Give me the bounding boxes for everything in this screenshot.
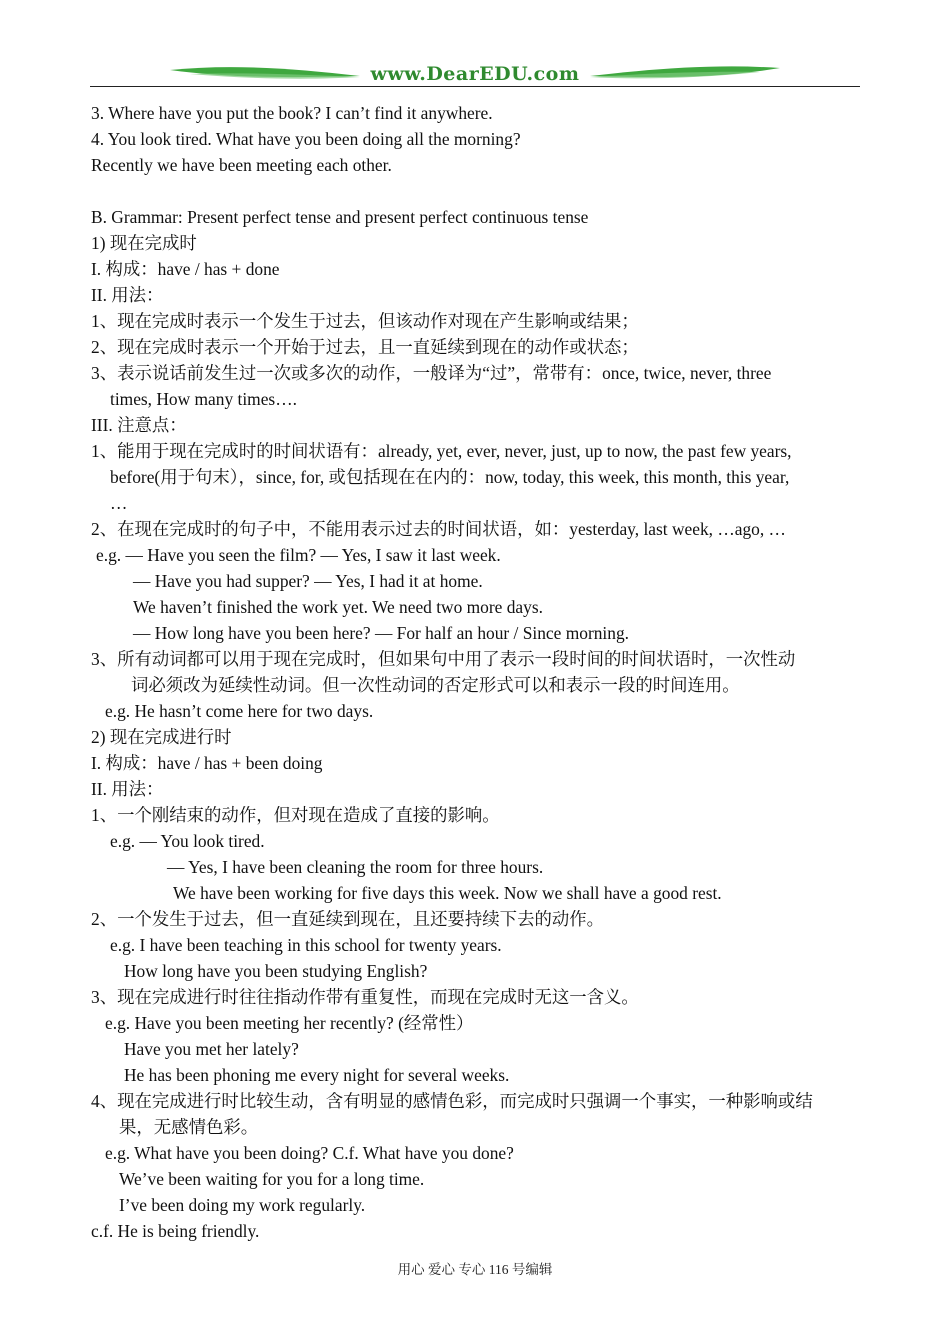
subsection-heading: 1) 现在完成时 [91, 233, 197, 253]
example-line: e.g. Have you been meeting her recently? (经常性） [105, 1013, 474, 1033]
text-line: 1、能用于现在完成时的时间状语有：already, yet, ever, never, just, up to now, the past few years, [91, 441, 792, 461]
text-line: I. 构成：have / has + done [91, 259, 280, 279]
example-line: We have been working for five days this week. Now we shall have a good rest. [173, 883, 722, 903]
text-line: 4、现在完成进行时比较生动，含有明显的感情色彩，而完成时只强调一个事实，一种影响或结 [91, 1091, 813, 1111]
subsection-heading: 2) 现在完成进行时 [91, 727, 232, 747]
text-line: 1、现在完成时表示一个发生于过去，但该动作对现在产生影响或结果； [91, 311, 639, 331]
text-line: 3. Where have you put the book? I can’t find it anywhere. [91, 103, 493, 123]
text-line: … [110, 493, 128, 513]
text-line: III. 注意点： [91, 415, 187, 435]
example-line: — Have you had supper? — Yes, I had it at home. [133, 571, 483, 591]
example-line: — Yes, I have been cleaning the room for three hours. [167, 857, 544, 877]
text-line: 4. You look tired. What have you been doing all the morning? [91, 129, 521, 149]
example-line: e.g. I have been teaching in this school for twenty years. [110, 935, 502, 955]
text-line: 2、在现在完成时的句子中，不能用表示过去的时间状语，如：yesterday, last week, …ago, … [91, 519, 786, 539]
text-line: 2、现在完成时表示一个开始于过去，且一直延续到现在的动作或状态； [91, 337, 639, 357]
text-line: II. 用法： [91, 285, 164, 305]
header-rule [90, 86, 860, 87]
text-line: 词必须改为延续性动词。但一次性动词的否定形式可以和表示一段的时间连用。 [131, 675, 740, 695]
page-header [90, 62, 860, 90]
blank-line [91, 178, 861, 204]
example-line: How long have you been studying English? [124, 961, 428, 981]
text-line: II. 用法： [91, 779, 164, 799]
page-footer: 用心 爱心 专心 116 号编辑 [397, 1262, 553, 1277]
text-line: 3、所有动词都可以用于现在完成时，但如果句中用了表示一段时间的时间状语时，一次性动 [91, 649, 796, 669]
text-line: 2、一个发生于过去，但一直延续到现在，且还要持续下去的动作。 [91, 909, 605, 929]
example-line: He has been phoning me every night for several weeks. [124, 1065, 510, 1085]
document-body [91, 100, 861, 1244]
example-line: e.g. What have you been doing? C.f. What have you done? [105, 1143, 514, 1163]
text-line: 3、现在完成进行时往往指动作带有重复性，而现在完成时无这一含义。 [91, 987, 639, 1007]
example-line: I’ve been doing my work regularly. [119, 1195, 366, 1215]
example-line: We haven’t finished the work yet. We need two more days. [133, 597, 543, 617]
example-line: e.g. — You look tired. [110, 831, 265, 851]
text-line: I. 构成：have / has + been doing [91, 753, 323, 773]
section-heading: B. Grammar: Present perfect tense and present perfect continuous tense [91, 207, 589, 227]
text-line: times, How many times…. [110, 389, 297, 409]
example-line: We’ve been waiting for you for a long time. [119, 1169, 425, 1189]
text-line: before(用于句末），since, for, 或包括现在在内的：now, today, this week, this month, this year, [110, 467, 790, 487]
text-line: Recently we have been meeting each other. [91, 155, 392, 175]
text-line: 3、表示说话前发生过一次或多次的动作，一般译为“过”，常带有：once, twice, never, three [91, 363, 772, 383]
example-line: — How long have you been here? — For half an hour / Since morning. [133, 623, 629, 643]
example-line: e.g. — Have you seen the film? — Yes, I saw it last week. [96, 545, 501, 565]
site-logo-text: www.DearEDU.com [370, 63, 580, 85]
example-line: e.g. He hasn’t come here for two days. [105, 701, 374, 721]
text-line: 果，无感情色彩。 [119, 1117, 259, 1137]
example-line: Have you met her lately? [124, 1039, 299, 1059]
text-line: c.f. He is being friendly. [91, 1221, 260, 1241]
text-line: 1、一个刚结束的动作，但对现在造成了直接的影响。 [91, 805, 500, 825]
